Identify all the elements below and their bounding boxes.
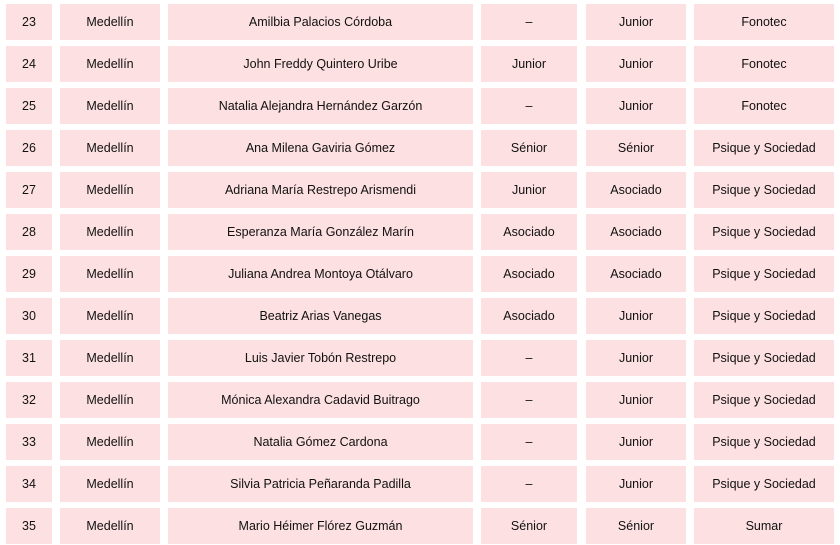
researcher-name-cell: Mónica Alexandra Cadavid Buitrago bbox=[168, 382, 473, 418]
category-current-cell: Asociado bbox=[586, 172, 686, 208]
category-current-cell: Junior bbox=[586, 46, 686, 82]
table-row bbox=[0, 88, 840, 124]
row-number-cell: 34 bbox=[6, 466, 52, 502]
research-group-cell: Psique y Sociedad bbox=[694, 172, 834, 208]
row-number-cell: 31 bbox=[6, 340, 52, 376]
row-number-cell: 27 bbox=[6, 172, 52, 208]
table-row bbox=[0, 46, 840, 82]
row-number-cell: 35 bbox=[6, 508, 52, 544]
category-current-cell: Junior bbox=[586, 382, 686, 418]
table-row bbox=[0, 4, 840, 40]
category-previous-cell: – bbox=[481, 466, 577, 502]
category-current-cell: Sénior bbox=[586, 508, 686, 544]
city-cell: Medellín bbox=[60, 340, 160, 376]
city-cell: Medellín bbox=[60, 298, 160, 334]
research-group-cell: Psique y Sociedad bbox=[694, 382, 834, 418]
researcher-name-cell: Ana Milena Gaviria Gómez bbox=[168, 130, 473, 166]
research-group-cell: Psique y Sociedad bbox=[694, 466, 834, 502]
category-previous-cell: – bbox=[481, 424, 577, 460]
researcher-name-cell: Natalia Gómez Cardona bbox=[168, 424, 473, 460]
researcher-name-cell: Amilbia Palacios Córdoba bbox=[168, 4, 473, 40]
category-previous-cell: – bbox=[481, 382, 577, 418]
category-previous-cell: Asociado bbox=[481, 298, 577, 334]
researcher-name-cell: John Freddy Quintero Uribe bbox=[168, 46, 473, 82]
researcher-name-cell: Natalia Alejandra Hernández Garzón bbox=[168, 88, 473, 124]
category-previous-cell: – bbox=[481, 4, 577, 40]
row-number-cell: 30 bbox=[6, 298, 52, 334]
researcher-name-cell: Esperanza María González Marín bbox=[168, 214, 473, 250]
researcher-name-cell: Silvia Patricia Peñaranda Padilla bbox=[168, 466, 473, 502]
row-number-cell: 29 bbox=[6, 256, 52, 292]
table-row bbox=[0, 256, 840, 292]
research-group-cell: Psique y Sociedad bbox=[694, 298, 834, 334]
city-cell: Medellín bbox=[60, 424, 160, 460]
table-row bbox=[0, 214, 840, 250]
category-current-cell: Junior bbox=[586, 4, 686, 40]
research-group-cell: Psique y Sociedad bbox=[694, 424, 834, 460]
category-current-cell: Junior bbox=[586, 298, 686, 334]
research-group-cell: Sumar bbox=[694, 508, 834, 544]
table-row bbox=[0, 298, 840, 334]
researcher-name-cell: Adriana María Restrepo Arismendi bbox=[168, 172, 473, 208]
city-cell: Medellín bbox=[60, 214, 160, 250]
research-group-cell: Fonotec bbox=[694, 88, 834, 124]
table-row bbox=[0, 340, 840, 376]
row-number-cell: 28 bbox=[6, 214, 52, 250]
category-previous-cell: – bbox=[481, 88, 577, 124]
category-previous-cell: Asociado bbox=[481, 214, 577, 250]
table-row bbox=[0, 382, 840, 418]
category-previous-cell: Junior bbox=[481, 172, 577, 208]
research-group-cell: Fonotec bbox=[694, 4, 834, 40]
category-current-cell: Sénior bbox=[586, 130, 686, 166]
table-row bbox=[0, 466, 840, 502]
row-number-cell: 23 bbox=[6, 4, 52, 40]
category-current-cell: Asociado bbox=[586, 256, 686, 292]
researcher-name-cell: Beatriz Arias Vanegas bbox=[168, 298, 473, 334]
row-number-cell: 24 bbox=[6, 46, 52, 82]
city-cell: Medellín bbox=[60, 466, 160, 502]
research-group-cell: Psique y Sociedad bbox=[694, 130, 834, 166]
research-group-cell: Fonotec bbox=[694, 46, 834, 82]
table-row bbox=[0, 424, 840, 460]
category-previous-cell: Asociado bbox=[481, 256, 577, 292]
category-current-cell: Junior bbox=[586, 340, 686, 376]
category-previous-cell: Sénior bbox=[481, 130, 577, 166]
researcher-name-cell: Luis Javier Tobón Restrepo bbox=[168, 340, 473, 376]
research-group-cell: Psique y Sociedad bbox=[694, 214, 834, 250]
city-cell: Medellín bbox=[60, 88, 160, 124]
category-current-cell: Asociado bbox=[586, 214, 686, 250]
research-group-cell: Psique y Sociedad bbox=[694, 256, 834, 292]
row-number-cell: 33 bbox=[6, 424, 52, 460]
city-cell: Medellín bbox=[60, 382, 160, 418]
category-current-cell: Junior bbox=[586, 466, 686, 502]
table-row bbox=[0, 172, 840, 208]
category-current-cell: Junior bbox=[586, 424, 686, 460]
city-cell: Medellín bbox=[60, 4, 160, 40]
category-current-cell: Junior bbox=[586, 88, 686, 124]
category-previous-cell: Sénior bbox=[481, 508, 577, 544]
table-row bbox=[0, 508, 840, 544]
category-previous-cell: Junior bbox=[481, 46, 577, 82]
researcher-name-cell: Mario Héimer Flórez Guzmán bbox=[168, 508, 473, 544]
row-number-cell: 32 bbox=[6, 382, 52, 418]
category-previous-cell: – bbox=[481, 340, 577, 376]
city-cell: Medellín bbox=[60, 508, 160, 544]
researcher-name-cell: Juliana Andrea Montoya Otálvaro bbox=[168, 256, 473, 292]
research-group-cell: Psique y Sociedad bbox=[694, 340, 834, 376]
city-cell: Medellín bbox=[60, 172, 160, 208]
city-cell: Medellín bbox=[60, 130, 160, 166]
row-number-cell: 25 bbox=[6, 88, 52, 124]
city-cell: Medellín bbox=[60, 46, 160, 82]
city-cell: Medellín bbox=[60, 256, 160, 292]
table-row bbox=[0, 130, 840, 166]
row-number-cell: 26 bbox=[6, 130, 52, 166]
